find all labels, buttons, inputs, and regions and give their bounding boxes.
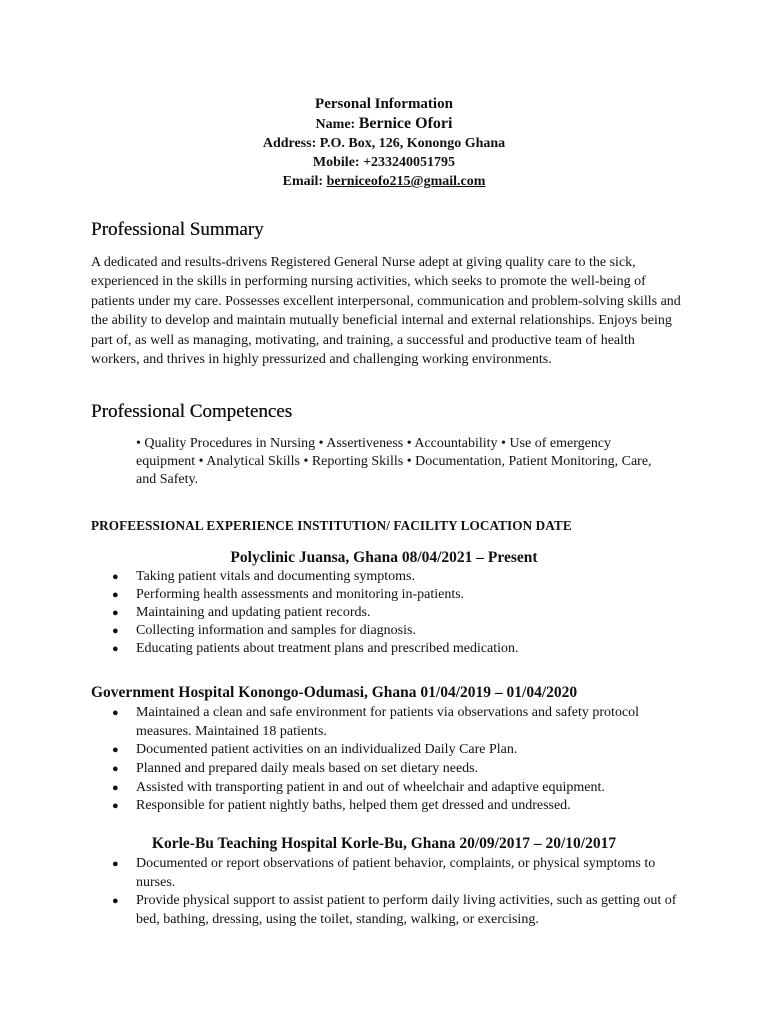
bullet-icon: ● bbox=[112, 571, 119, 583]
list-item bbox=[91, 586, 691, 604]
address-line: Address: P.O. Box, 126, Konongo Ghana bbox=[262, 136, 506, 151]
list-item bbox=[91, 892, 691, 929]
bullet-icon: ● bbox=[112, 762, 119, 775]
list-item bbox=[91, 760, 691, 779]
duty-text: Taking patient vitals and documenting symptoms. bbox=[136, 569, 415, 584]
list-item bbox=[91, 640, 691, 658]
experience-heading: PROFEESSIONAL EXPERIENCE INSTITUTION/ FACILITY LOCATION DATE bbox=[91, 518, 572, 533]
list-item bbox=[91, 741, 691, 760]
email-label: Email: bbox=[282, 174, 324, 189]
duty-text: Performing health assessments and monitoring in-patients. bbox=[136, 587, 465, 602]
professional-competences-text: • Quality Procedures in Nursing • Assertiveness • Accountability • Use of emergency equipment • Analytical Skills • Reporting Skills • Documentation, Patient Monitoring, Care, and Safety. bbox=[136, 436, 652, 487]
bullet-icon: ● bbox=[112, 781, 119, 794]
duty-text: Responsible for patient nightly baths, helped them get dressed and undressed. bbox=[136, 798, 571, 814]
list-item bbox=[91, 622, 691, 640]
duty-text: Planned and prepared daily meals based on set dietary needs. bbox=[136, 760, 479, 776]
personal-information-block bbox=[0, 94, 768, 191]
bullet-icon: ● bbox=[112, 607, 119, 619]
duty-text: Assisted with transporting patient in and out of wheelchair and adaptive equipment. bbox=[136, 779, 605, 795]
professional-competences-heading: Professional Competences bbox=[91, 401, 293, 422]
bullet-icon: ● bbox=[112, 895, 119, 907]
list-item bbox=[91, 568, 691, 586]
email-line bbox=[0, 172, 768, 191]
personal-information-title: Personal Information bbox=[315, 96, 453, 112]
job-title-korle-bu-teaching-hospital: Korle-Bu Teaching Hospital Korle-Bu, Ghana 20/09/2017 – 20/10/2017 bbox=[151, 835, 617, 852]
professional-summary-text: A dedicated and results-drivens Registered General Nurse adept at giving quality care to the sick, experienced in the skills in performing nursing activities, which seeks to promote the well-being of patients under my care. Possesses excellent interpersonal, communication and problem-solving skills and the ability to develop and maintain mutually beneficial internal and external relationships. Enjoys being part of, as well as managing, motivating, and training, a successful and productive team of health workers, and thrives in highly pressurized and challenging working environments. bbox=[91, 255, 681, 368]
duty-text: Educating patients about treatment plans and prescribed medication. bbox=[136, 641, 519, 656]
duty-text: Provide physical support to assist patient to perform daily living activities, such as getting out of bed, bathing, dressing, using the toilet, standing, walking, or exercising. bbox=[136, 893, 677, 927]
duty-text: Maintaining and updating patient records. bbox=[136, 605, 371, 620]
job-title-polyclinic-juansa: Polyclinic Juansa, Ghana 08/04/2021 – Present bbox=[230, 549, 538, 566]
list-item bbox=[91, 797, 691, 816]
bullet-icon: ● bbox=[112, 744, 119, 757]
name-value: Bernice Ofori bbox=[358, 115, 453, 132]
bullet-icon: ● bbox=[112, 625, 119, 637]
name-line bbox=[0, 114, 768, 134]
duty-text: Maintained a clean and safe environment for patients via observations and safety protocol measures. Maintained 18 patients. bbox=[136, 705, 640, 739]
job-duties-list bbox=[91, 704, 691, 816]
duty-text: Documented or report observations of patient behavior, complaints, or physical symptoms to nurses. bbox=[136, 856, 656, 890]
bullet-icon: ● bbox=[112, 707, 119, 719]
duty-text: Collecting information and samples for diagnosis. bbox=[136, 623, 416, 638]
professional-summary-heading: Professional Summary bbox=[91, 219, 264, 240]
list-item bbox=[91, 855, 691, 892]
list-item bbox=[91, 704, 691, 741]
bullet-icon: ● bbox=[112, 643, 119, 655]
bullet-icon: ● bbox=[112, 800, 119, 813]
mobile-line: Mobile: +233240051795 bbox=[312, 155, 456, 170]
job-duties-list bbox=[91, 568, 691, 658]
email-link[interactable]: berniceofo215@gmail.com bbox=[326, 174, 486, 189]
bullet-icon: ● bbox=[112, 589, 119, 601]
bullet-icon: ● bbox=[112, 858, 119, 870]
name-label: Name: bbox=[315, 117, 356, 132]
list-item bbox=[91, 604, 691, 622]
duty-text: Documented patient activities on an individualized Daily Care Plan. bbox=[136, 742, 518, 758]
job-duties-list bbox=[91, 855, 691, 929]
job-title-government-hospital-konongo: Government Hospital Konongo-Odumasi, Ghana 01/04/2019 – 01/04/2020 bbox=[91, 684, 578, 701]
list-item bbox=[91, 779, 691, 798]
